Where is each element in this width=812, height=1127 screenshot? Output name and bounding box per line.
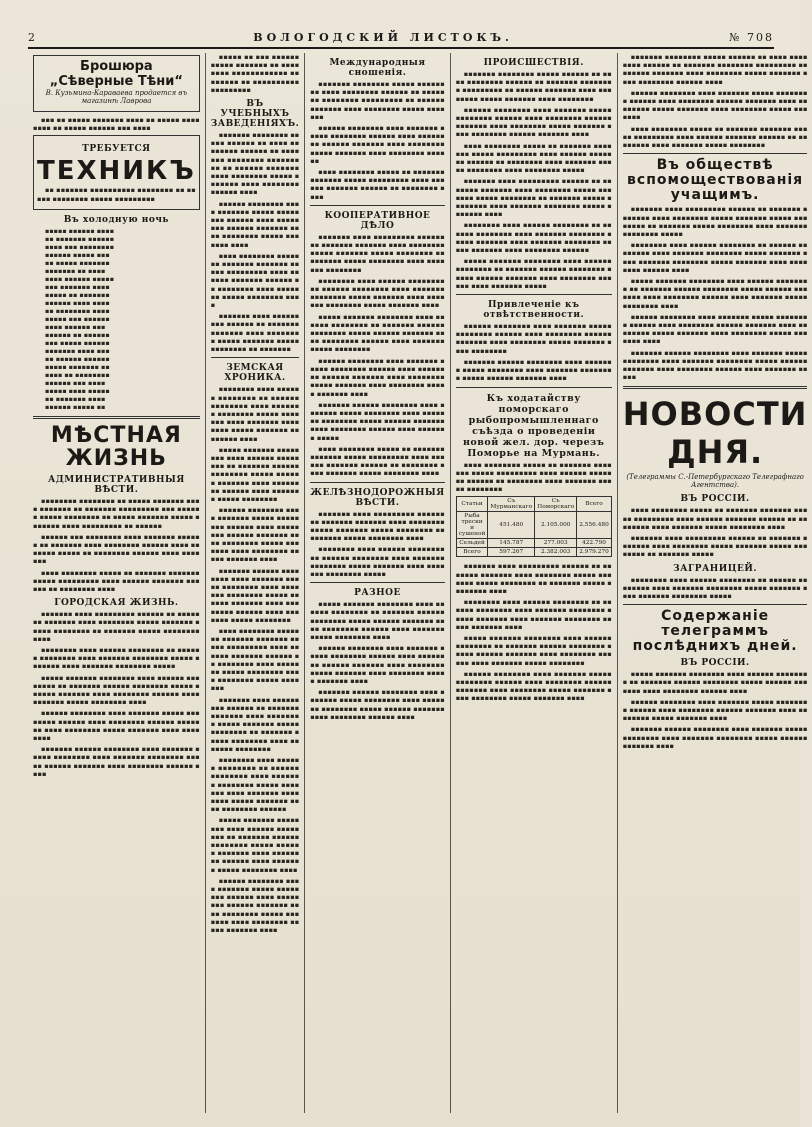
text-block: ▪▪▪▪▪▪ ▪▪▪▪▪▪▪▪ ▪▪▪▪ ▪▪▪▪▪▪▪ ▪▪▪▪▪ ▪▪▪▪▪▪▪▪ ▪▪▪▪▪▪ ▪▪▪▪ ▪▪▪▪▪▪▪▪ ▪▪▪▪▪▪ ▪▪▪▪▪▪▪ ▪▪▪▪ ▪▪▪▪▪▪▪▪ ▪▪▪▪▪ ▪▪▪▪▪▪▪ ▪▪▪▪ ▪▪▪▪▪▪▪▪ ▪▪▪▪▪▪ ▪▪▪▪▪▪▪ ▪▪▪▪ (455, 105, 612, 139)
text-block: ▪▪▪▪▪ ▪▪▪▪▪▪▪ ▪▪▪▪▪▪▪▪ ▪▪▪▪ ▪▪▪▪▪▪ ▪▪▪▪▪▪▪▪ ▪▪ ▪▪▪▪▪▪▪ ▪▪▪▪▪▪ ▪▪▪▪▪▪▪▪ ▪▪▪▪▪ ▪▪▪▪▪▪ ▪▪▪▪▪▪▪ ▪▪▪▪ ▪▪▪▪▪▪▪▪ ▪▪▪▪▪▪ ▪▪▪▪ (622, 670, 808, 695)
text-block: ▪▪▪▪▪▪▪ ▪▪▪▪ ▪▪▪▪▪▪▪▪▪ ▪▪▪▪▪▪ ▪▪ ▪▪▪▪▪▪▪ ▪▪▪▪▪▪▪ ▪▪▪▪ ▪▪▪▪▪▪▪▪ ▪▪▪▪▪ ▪▪▪▪▪▪▪ ▪▪▪▪▪ ▪▪▪▪▪▪▪▪ ▪▪ ▪▪▪▪▪▪▪ ▪▪▪▪▪ ▪▪▪▪▪▪▪▪ ▪▪▪▪ ▪▪▪▪▪▪▪ ▪▪▪▪▪▪▪▪ (210, 695, 300, 753)
table-cell: 597.267 (488, 548, 535, 557)
text-block: ▪▪▪▪▪▪ ▪▪▪▪▪▪▪▪ ▪▪▪▪ ▪▪▪▪▪▪▪ ▪▪▪▪▪ ▪▪▪▪▪▪▪▪ ▪▪▪▪▪▪ ▪▪▪▪ ▪▪▪▪▪▪▪▪ ▪▪▪▪▪▪ ▪▪▪▪▪▪▪ ▪▪▪▪ ▪▪▪▪▪▪▪▪ ▪▪▪▪▪ ▪▪▪▪▪▪▪ ▪▪▪▪ ▪▪▪▪▪▪▪▪ ▪▪▪▪▪ ▪▪▪▪▪▪▪ ▪▪▪▪ (455, 669, 612, 703)
text-block: ▪▪▪▪▪▪▪ ▪▪▪▪▪▪ ▪▪▪▪▪▪▪▪ ▪▪▪▪ ▪▪▪▪▪▪▪ ▪▪▪▪▪ ▪▪▪▪▪▪▪▪ ▪▪▪▪ ▪▪▪▪▪▪▪ ▪▪▪▪▪▪▪▪ ▪▪▪▪▪ ▪▪▪▪▪▪ ▪▪▪▪▪▪▪ ▪▪▪▪ (455, 357, 612, 383)
table-header: Съ Мурманскаго (488, 497, 535, 512)
text-block: ▪▪▪▪▪▪▪ ▪▪▪▪ ▪▪▪▪▪▪▪▪▪ ▪▪▪▪▪▪ ▪▪ ▪▪▪▪▪▪▪ ▪▪▪▪▪▪▪ ▪▪▪▪ ▪▪▪▪▪▪▪▪ ▪▪▪▪▪ ▪▪▪▪▪▪▪ ▪▪▪▪▪ ▪▪▪▪▪▪▪▪ ▪▪ ▪▪▪▪▪▪▪ ▪▪▪▪▪ ▪▪▪▪▪▪▪▪ ▪▪▪▪ ▪▪▪▪▪▪▪ ▪▪▪▪▪▪▪▪ (310, 232, 445, 274)
text-block: ▪▪▪▪▪▪▪ ▪▪▪▪ ▪▪▪▪▪▪▪▪▪ ▪▪▪▪▪▪ ▪▪ ▪▪▪▪▪▪▪ ▪▪▪▪▪▪▪ ▪▪▪▪ ▪▪▪▪▪▪▪▪ ▪▪▪▪▪ ▪▪▪▪▪▪▪ ▪▪▪▪▪ ▪▪▪▪▪▪▪▪ ▪▪ ▪▪▪▪▪▪▪ (210, 312, 300, 354)
text-block: ▪▪▪▪▪▪▪ ▪▪▪▪▪▪ ▪▪▪▪▪▪▪▪ ▪▪▪▪ ▪▪▪▪▪▪▪ ▪▪▪▪▪ ▪▪▪▪▪▪▪▪ ▪▪▪▪ ▪▪▪▪▪▪▪ ▪▪▪▪▪▪▪▪ ▪▪▪▪▪ ▪▪▪▪▪▪ ▪▪▪▪▪▪▪ ▪▪▪▪ ▪▪▪▪▪▪▪▪ ▪▪▪▪▪▪ ▪▪▪▪ ▪▪▪▪▪▪▪ ▪▪▪▪▪ (310, 400, 445, 442)
brochure-title: Брошюра „Сѣверные Тѣни“ (49, 59, 183, 89)
railway-heading: ЖЕЛѢЗНОДОРОЖНЫЯ ВѢСТИ. (310, 487, 445, 508)
text-block: ▪▪▪▪▪▪▪▪ ▪▪▪▪ ▪▪▪▪▪▪ ▪▪▪▪▪▪▪▪ ▪▪ ▪▪▪▪▪▪ ▪▪▪▪▪▪▪▪ ▪▪▪▪ ▪▪▪▪▪▪▪ ▪▪▪▪▪▪▪▪ ▪▪▪▪▪ ▪▪▪▪▪▪▪ ▪▪▪▪ ▪▪▪▪▪▪▪ ▪▪▪▪▪▪▪▪ ▪▪▪▪▪ ▪▪▪▪▪▪▪ ▪▪▪▪ ▪▪▪▪▪▪▪▪ ▪▪▪▪▪▪ ▪▪▪▪ (622, 241, 808, 274)
table-header: Всего (577, 497, 612, 512)
text-block: ▪▪▪▪▪ ▪▪ ▪▪▪ ▪▪▪▪▪▪ ▪▪▪▪▪ ▪▪▪▪▪▪▪ ▪▪ ▪▪▪▪▪▪▪▪ ▪▪▪▪▪▪▪▪▪▪▪▪ ▪▪▪▪▪▪▪▪ ▪▪ ▪▪▪▪▪▪▪▪▪▪ ▪▪▪▪▪▪▪▪▪ (210, 53, 300, 94)
text-block: ▪▪▪▪▪▪▪ ▪▪▪▪▪▪▪▪ ▪▪▪▪▪ ▪▪▪▪▪▪ ▪▪ ▪▪▪▪ ▪▪▪▪▪▪▪▪ ▪▪▪▪▪▪ ▪▪ ▪▪▪▪▪▪▪ ▪▪▪▪▪▪▪▪ ▪▪▪▪▪▪▪▪▪ ▪▪ ▪▪▪▪▪▪ ▪▪▪▪▪▪▪ ▪▪▪▪ ▪▪▪▪▪▪▪▪ ▪▪▪▪▪ ▪▪▪▪▪▪▪ ▪▪▪▪ ▪▪▪▪▪▪▪▪ ▪▪▪▪▪▪ ▪▪▪▪ (622, 53, 808, 86)
text-block: ▪▪▪▪▪▪▪▪ ▪▪▪▪ ▪▪▪▪▪▪ ▪▪▪▪▪▪▪▪ ▪▪ ▪▪▪▪▪▪ ▪▪▪▪▪▪▪▪ ▪▪▪▪ ▪▪▪▪▪▪▪ ▪▪▪▪▪▪▪▪ ▪▪▪▪▪ ▪▪▪▪▪▪▪ ▪▪▪▪ ▪▪▪▪▪▪▪ ▪▪▪▪▪▪▪▪ ▪▪▪▪▪ ▪▪▪▪▪▪▪ ▪▪▪▪ ▪▪▪▪▪▪▪▪ ▪▪▪▪▪▪ (210, 756, 300, 814)
catch-table (456, 496, 612, 557)
text-block: ▪▪▪▪▪▪ ▪▪▪▪▪▪▪▪ ▪▪▪▪ ▪▪▪▪▪▪▪ ▪▪▪▪▪ ▪▪▪▪▪▪▪▪ ▪▪▪▪▪▪ ▪▪▪▪ ▪▪▪▪▪▪▪▪ ▪▪▪▪▪▪ ▪▪▪▪▪▪▪ ▪▪▪▪ ▪▪▪▪▪▪▪▪ ▪▪▪▪▪ ▪▪▪▪▪▪▪ ▪▪▪▪ ▪▪▪▪▪▪▪▪ ▪▪▪▪▪ ▪▪▪▪▪▪▪ ▪▪▪▪ (310, 356, 445, 398)
abroad-heading: ЗАГРАНИЦЕЙ. (673, 563, 758, 574)
text-block: ▪▪▪▪ ▪▪▪▪▪▪▪▪ ▪▪▪▪▪ ▪▪ ▪▪▪▪▪▪▪ ▪▪▪▪▪▪▪ ▪▪▪▪▪ ▪▪▪▪▪▪▪▪▪ ▪▪▪▪ ▪▪▪▪▪▪ ▪▪▪▪▪▪▪ ▪▪▪▪▪▪ ▪▪ ▪▪▪▪▪▪▪▪ ▪▪▪▪ (310, 168, 445, 201)
table-cell: 2.105.000 (535, 512, 577, 539)
text-block: ▪▪▪▪▪▪ ▪▪▪▪▪▪▪▪ ▪▪▪▪ ▪▪▪▪▪▪▪ ▪▪▪▪▪ ▪▪▪▪▪▪▪▪ ▪▪▪▪▪▪ ▪▪▪▪ ▪▪▪▪▪▪▪▪ ▪▪▪▪▪▪ ▪▪▪▪▪▪▪ ▪▪▪▪ ▪▪▪▪▪▪▪▪ ▪▪▪▪▪ ▪▪▪▪▪▪▪ ▪▪▪▪ ▪▪▪▪▪▪▪▪ ▪▪▪▪▪ ▪▪▪▪▪▪▪ ▪▪▪▪ (622, 312, 808, 346)
text-block: ▪▪▪▪▪ ▪▪▪▪▪▪▪ ▪▪▪▪▪▪▪▪ ▪▪▪▪ ▪▪▪▪▪▪ ▪▪▪▪▪▪▪▪ ▪▪ ▪▪▪▪▪▪▪ ▪▪▪▪▪▪ ▪▪▪▪▪▪▪▪ ▪▪▪▪▪ ▪▪▪▪▪▪ ▪▪▪▪▪▪▪ ▪▪▪▪ ▪▪▪▪▪▪▪▪ ▪▪▪▪▪▪ ▪▪▪▪ ▪▪▪▪▪▪▪ ▪▪▪▪▪ ▪▪▪▪▪▪▪▪ ▪▪▪▪ (33, 673, 200, 707)
text-block: ▪▪▪▪▪▪▪ ▪▪▪▪▪▪▪▪ ▪▪▪▪▪ ▪▪▪▪▪▪ ▪▪ ▪▪▪▪ ▪▪▪▪▪▪▪▪ ▪▪▪▪▪▪ ▪▪ ▪▪▪▪▪▪▪ ▪▪▪▪▪▪▪▪ ▪▪▪▪▪▪▪▪▪ ▪▪ ▪▪▪▪▪▪ ▪▪▪▪▪▪▪ ▪▪▪▪ ▪▪▪▪▪▪▪▪ ▪▪▪▪▪ ▪▪▪▪▪▪▪ ▪▪▪▪ ▪▪▪▪▪▪▪▪ (455, 70, 612, 103)
cooperative-heading: КООПЕРАТИВНОЕ ДѢЛО (324, 210, 431, 231)
table-cell: Рыба трески и сушеной (456, 512, 488, 539)
column-5 (618, 53, 812, 1113)
text-block: ▪▪▪▪▪▪ ▪▪▪▪▪▪▪▪ ▪▪▪▪ ▪▪▪▪▪▪▪ ▪▪▪▪▪ ▪▪▪▪▪▪▪▪ ▪▪▪▪▪▪ ▪▪▪▪ ▪▪▪▪▪▪▪▪ ▪▪▪▪▪▪ ▪▪▪▪▪▪▪ ▪▪▪▪ ▪▪▪▪▪▪▪▪ ▪▪▪▪▪ ▪▪▪▪▪▪▪ ▪▪▪▪ ▪▪▪▪▪▪▪▪ ▪▪▪▪▪▪ (310, 124, 445, 165)
text-block: ▪▪▪▪ ▪▪▪▪▪▪▪▪ ▪▪▪▪▪ ▪▪ ▪▪▪▪▪▪▪ ▪▪▪▪▪▪▪ ▪▪▪▪▪ ▪▪▪▪▪▪▪▪▪ ▪▪▪▪ ▪▪▪▪▪▪ ▪▪▪▪▪▪▪ ▪▪▪▪▪▪ ▪▪ ▪▪▪▪▪▪▪▪ ▪▪▪▪ ▪▪▪▪▪▪▪ ▪▪▪▪▪ ▪▪▪▪▪▪▪▪ ▪▪▪▪ (210, 251, 300, 310)
text-block: ▪▪▪ ▪▪ ▪▪▪▪▪ ▪▪▪▪▪▪▪ ▪▪▪▪ ▪▪ ▪▪▪▪▪ ▪▪▪▪▪▪▪▪ ▪▪ ▪▪▪▪▪ ▪▪▪▪▪▪ ▪▪▪ ▪▪▪▪ (33, 116, 200, 133)
text-block: ▪▪▪▪▪▪▪▪ ▪▪▪▪ ▪▪▪▪▪▪ ▪▪▪▪▪▪▪▪ ▪▪ ▪▪▪▪▪▪ ▪▪▪▪▪▪▪▪ ▪▪▪▪ ▪▪▪▪▪▪▪ ▪▪▪▪▪▪▪▪ ▪▪▪▪▪ ▪▪▪▪▪▪▪ ▪▪▪▪ ▪▪▪▪▪▪▪ ▪▪▪▪▪▪▪▪ ▪▪▪▪▪ (310, 545, 445, 578)
text-block: ▪▪▪▪▪▪▪▪ ▪▪▪▪ ▪▪▪▪▪▪ ▪▪▪▪▪▪▪▪ ▪▪ ▪▪▪▪▪▪ ▪▪▪▪▪▪▪▪ ▪▪▪▪ ▪▪▪▪▪▪▪ ▪▪▪▪▪▪▪▪ ▪▪▪▪▪ ▪▪▪▪▪▪▪ ▪▪▪▪ ▪▪▪▪▪▪▪ ▪▪▪▪▪▪▪▪ ▪▪▪▪▪ ▪▪▪▪▪▪▪ ▪▪▪▪ (310, 276, 445, 310)
text-block: ▪▪▪▪▪▪▪ ▪▪▪▪ ▪▪▪▪▪▪▪▪▪ ▪▪▪▪▪▪ ▪▪ ▪▪▪▪▪▪▪ ▪▪▪▪▪▪▪ ▪▪▪▪ ▪▪▪▪▪▪▪▪ ▪▪▪▪▪ ▪▪▪▪▪▪▪ ▪▪▪▪▪ ▪▪▪▪▪▪▪▪ ▪▪ ▪▪▪▪▪▪▪ ▪▪▪▪▪ ▪▪▪▪▪▪▪▪ ▪▪▪▪ (310, 509, 445, 543)
ad-text: ▪▪ ▪▪▪▪▪▪▪ ▪▪▪▪▪▪▪▪▪▪ ▪▪▪▪▪▪▪▪ ▪▪ ▪▪▪▪▪ ▪▪▪▪▪▪▪▪ ▪▪▪▪▪ ▪▪▪▪▪▪▪▪▪ (37, 186, 196, 203)
table-cell: 422.790 (577, 539, 612, 548)
page-number: 2 (28, 31, 37, 44)
text-block: ▪▪▪▪▪▪▪ ▪▪▪▪▪▪▪▪ ▪▪▪▪▪ ▪▪▪▪▪▪ ▪▪ ▪▪▪▪ ▪▪▪▪▪▪▪▪ ▪▪▪▪▪▪ ▪▪ ▪▪▪▪▪▪▪ ▪▪▪▪▪▪▪▪ ▪▪▪▪▪▪▪▪▪ ▪▪ ▪▪▪▪▪▪ ▪▪▪▪▪▪▪ ▪▪▪▪ ▪▪▪▪▪▪▪▪ ▪▪▪▪▪ ▪▪▪▪▪▪▪ (310, 80, 445, 121)
text-block: ▪▪▪▪▪▪ ▪▪▪▪▪▪▪▪ ▪▪▪▪ ▪▪▪▪▪▪▪ ▪▪▪▪▪ ▪▪▪▪▪▪▪▪ ▪▪▪▪▪▪ ▪▪▪▪ ▪▪▪▪▪▪▪▪ ▪▪▪▪▪▪ ▪▪▪▪▪▪▪ ▪▪▪▪ ▪▪▪▪▪▪▪▪ ▪▪▪▪▪ ▪▪▪▪▪▪▪ ▪▪▪▪ ▪▪▪▪▪▪▪▪ (33, 709, 200, 743)
text-block: ▪▪▪▪▪▪ ▪▪▪ ▪▪▪▪▪▪▪▪ ▪▪▪▪ ▪▪▪▪▪▪▪ ▪▪▪▪▪▪ ▪▪ ▪▪▪▪▪▪▪ ▪▪▪▪ ▪▪▪▪▪▪▪▪ ▪▪▪▪▪▪ ▪▪▪▪ ▪▪▪▪▪▪▪ ▪▪▪▪▪ ▪▪ ▪▪▪▪▪▪▪▪ ▪▪▪▪▪▪ ▪▪▪▪ ▪▪▪▪▪▪▪ (33, 532, 200, 566)
poem: ▪▪▪▪▪ ▪▪▪▪▪▪ ▪▪▪▪ ▪▪ ▪▪▪▪▪▪▪ ▪▪▪▪▪▪ ▪▪▪▪ ▪▪▪ ▪▪▪▪▪▪▪▪ ▪▪▪▪▪▪ ▪▪▪▪▪ ▪▪▪ ▪▪ ▪▪▪▪▪ ▪▪▪▪▪▪▪ ▪▪▪▪▪▪▪ ▪▪ ▪▪▪▪ ▪▪▪▪ ▪▪▪▪▪▪ ▪▪▪▪▪ ▪▪▪ ▪▪▪▪▪▪▪ ▪▪▪▪ ▪▪▪▪▪ ▪▪ ▪▪▪▪▪▪▪ ▪▪▪▪▪▪ ▪▪▪▪ ▪▪▪▪ ▪▪ ▪▪▪▪▪▪▪▪ ▪▪▪▪ ▪▪▪▪▪ ▪▪▪ ▪▪▪▪▪▪ ▪▪▪▪ ▪▪▪▪▪▪ ▪▪▪ ▪▪▪▪▪▪ ▪▪ ▪▪▪▪▪▪ ▪▪▪ ▪▪▪▪▪ ▪▪▪▪▪▪ ▪▪▪▪▪▪▪ ▪▪▪▪ ▪▪▪ ▪▪ ▪▪▪▪▪▪ ▪▪▪▪▪▪ ▪▪▪▪▪ ▪▪▪▪▪▪▪ ▪▪ ▪▪▪▪ ▪▪ ▪▪▪▪▪▪▪▪ ▪▪▪▪▪▪ ▪▪▪ ▪▪▪▪ ▪▪▪▪▪ ▪▪▪▪ ▪▪▪▪▪ ▪▪ ▪▪▪▪▪▪▪ ▪▪▪▪ ▪▪▪▪▪▪ ▪▪▪▪▪ ▪▪ (45, 226, 115, 411)
text-block: ▪▪▪▪▪▪▪ ▪▪▪▪ ▪▪▪▪▪▪▪▪▪ ▪▪▪▪▪▪ ▪▪ ▪▪▪▪▪▪▪ ▪▪▪▪▪▪▪ ▪▪▪▪ ▪▪▪▪▪▪▪▪ ▪▪▪▪▪ ▪▪▪▪▪▪▪ ▪▪▪▪▪ ▪▪▪▪▪▪▪▪ ▪▪ ▪▪▪▪▪▪▪ ▪▪▪▪▪ ▪▪▪▪▪▪▪▪ ▪▪▪▪ (33, 610, 200, 643)
newspaper-title: ВОЛОГОДСКИЙ ЛИСТОКЪ. (253, 31, 513, 44)
telegrams-heading: Содержаніе телеграммъ послѣднихъ дней. (632, 608, 798, 654)
text-block: ▪▪▪▪▪▪ ▪▪▪▪▪▪▪▪ ▪▪▪▪ ▪▪▪▪▪▪▪ ▪▪▪▪▪ ▪▪▪▪▪▪▪▪ ▪▪▪▪▪▪ ▪▪▪▪ ▪▪▪▪▪▪▪▪ ▪▪▪▪▪▪ ▪▪▪▪▪▪▪ ▪▪▪▪ ▪▪▪▪▪▪▪▪ ▪▪▪▪▪ ▪▪▪▪▪▪▪ ▪▪▪▪ ▪▪▪▪▪▪▪▪ ▪▪▪▪▪ ▪▪▪▪▪▪▪ ▪▪▪▪ (210, 876, 300, 935)
text-block: ▪▪▪▪▪ ▪▪▪▪▪▪▪ ▪▪▪▪▪▪▪▪ ▪▪▪▪ ▪▪▪▪▪▪ ▪▪▪▪▪▪▪▪ ▪▪ ▪▪▪▪▪▪▪ ▪▪▪▪▪▪ ▪▪▪▪▪▪▪▪ ▪▪▪▪▪ ▪▪▪▪▪▪ ▪▪▪▪▪▪▪ ▪▪▪▪ ▪▪▪▪▪▪▪▪ ▪▪▪▪▪▪ ▪▪▪▪ ▪▪▪▪▪▪▪ ▪▪▪▪▪ ▪▪▪▪▪▪▪▪ (310, 312, 445, 354)
text-block: ▪▪▪▪▪▪ ▪▪▪▪▪▪▪▪ ▪▪▪▪ ▪▪▪▪▪▪▪ ▪▪▪▪▪ ▪▪▪▪▪▪▪▪ ▪▪▪▪▪▪ ▪▪▪▪ ▪▪▪▪▪▪▪▪ ▪▪▪▪▪▪ ▪▪▪▪▪▪▪ ▪▪▪▪ ▪▪▪▪▪▪▪▪ ▪▪▪▪▪ ▪▪▪▪▪▪▪ ▪▪▪▪ ▪▪▪▪▪▪▪▪ ▪▪▪▪▪ ▪▪▪▪▪▪▪ ▪▪▪▪ (310, 644, 445, 685)
technician-ad (33, 135, 200, 209)
table-header: Статьи (456, 497, 488, 512)
section-local-life: МѢСТНАЯ ЖИЗНЬ (50, 422, 182, 471)
text-block: ▪▪▪▪▪▪▪▪ ▪▪▪▪▪▪▪▪ ▪▪ ▪▪▪▪▪ ▪▪▪▪▪▪▪ ▪▪▪▪ ▪▪▪▪▪▪▪ ▪▪ ▪▪▪▪▪▪▪ ▪▪▪▪▪▪▪▪▪ ▪▪▪ ▪▪▪▪▪▪ ▪▪▪▪▪ ▪▪▪▪▪▪▪▪ ▪▪ ▪▪▪▪▪ ▪▪▪▪▪▪▪ ▪▪▪▪▪ ▪▪▪▪▪▪▪ ▪▪▪▪ ▪▪▪▪▪▪▪▪▪ ▪▪ ▪▪▪▪▪▪ (33, 497, 200, 530)
text-block: ▪▪▪▪▪▪ ▪▪▪▪▪▪▪▪ ▪▪▪▪ ▪▪▪▪▪▪▪ ▪▪▪▪▪ ▪▪▪▪▪▪▪▪ ▪▪▪▪▪▪ ▪▪▪▪ ▪▪▪▪▪▪▪▪ ▪▪▪▪▪▪ ▪▪▪▪▪▪▪ ▪▪▪▪ ▪▪▪▪▪▪▪▪ ▪▪▪▪▪ ▪▪▪▪▪▪▪ ▪▪▪▪ (622, 697, 808, 723)
text-block: ▪▪▪▪▪▪▪ ▪▪▪▪ ▪▪▪▪▪▪▪▪▪ ▪▪▪▪▪▪ ▪▪ ▪▪▪▪▪▪▪ ▪▪▪▪▪▪▪ ▪▪▪▪ ▪▪▪▪▪▪▪▪ ▪▪▪▪▪ ▪▪▪▪▪▪▪ ▪▪▪▪▪ ▪▪▪▪▪▪▪▪ ▪▪ ▪▪▪▪▪▪▪ ▪▪▪▪▪ ▪▪▪▪▪▪▪▪ ▪▪▪▪ ▪▪▪▪▪▪▪ ▪▪▪▪▪▪▪▪ ▪▪▪▪▪ ▪▪▪▪▪▪▪ ▪▪▪▪ (455, 177, 612, 219)
table-row (456, 539, 611, 548)
text-block: ▪▪▪▪▪▪▪ ▪▪▪▪ ▪▪▪▪▪▪▪▪▪ ▪▪▪▪▪▪ ▪▪ ▪▪▪▪▪▪▪ ▪▪▪▪▪▪▪ ▪▪▪▪ ▪▪▪▪▪▪▪▪ ▪▪▪▪▪ ▪▪▪▪▪▪▪ ▪▪▪▪▪ ▪▪▪▪▪▪▪▪ ▪▪ ▪▪▪▪▪▪▪ ▪▪▪▪▪ ▪▪▪▪▪▪▪▪ ▪▪▪▪ (455, 562, 612, 595)
text-block: ▪▪▪▪ ▪▪▪▪▪▪▪▪ ▪▪▪▪▪ ▪▪ ▪▪▪▪▪▪▪ ▪▪▪▪▪▪▪ ▪▪▪▪▪ ▪▪▪▪▪▪▪▪▪ ▪▪▪▪ ▪▪▪▪▪▪ ▪▪▪▪▪▪▪ ▪▪▪▪▪▪ ▪▪ ▪▪▪▪▪▪▪▪ ▪▪▪▪ (33, 568, 200, 594)
text-block: ▪▪▪▪▪▪ ▪▪▪▪▪▪▪▪ ▪▪▪▪ ▪▪▪▪▪▪▪ ▪▪▪▪▪ ▪▪▪▪▪▪▪▪ ▪▪▪▪▪▪ ▪▪▪▪ ▪▪▪▪▪▪▪▪ ▪▪▪▪▪▪ ▪▪▪▪▪▪▪ ▪▪▪▪ ▪▪▪▪▪▪▪▪ ▪▪▪▪▪ ▪▪▪▪▪▪▪ ▪▪▪▪ ▪▪▪▪▪▪▪▪ ▪▪▪▪▪ ▪▪▪▪▪▪▪ ▪▪▪▪ (210, 506, 300, 564)
text-block: ▪▪▪▪ ▪▪▪▪▪▪▪▪ ▪▪▪▪▪ ▪▪ ▪▪▪▪▪▪▪ ▪▪▪▪▪▪▪ ▪▪▪▪▪ ▪▪▪▪▪▪▪▪▪ ▪▪▪▪ ▪▪▪▪▪▪ ▪▪▪▪▪▪▪ ▪▪▪▪▪▪ ▪▪ ▪▪▪▪▪▪▪▪ ▪▪▪▪ ▪▪▪▪▪▪▪ ▪▪▪▪▪ ▪▪▪▪▪▪▪▪ ▪▪▪▪ ▪▪▪▪▪▪▪▪ ▪▪▪▪▪ ▪▪▪▪▪▪▪ (210, 626, 300, 693)
misc-heading: РАЗНОЕ (354, 588, 401, 599)
text-block: ▪▪▪▪▪▪▪▪ ▪▪▪▪ ▪▪▪▪▪▪ ▪▪▪▪▪▪▪▪ ▪▪ ▪▪▪▪▪▪ ▪▪▪▪▪▪▪▪ ▪▪▪▪ ▪▪▪▪▪▪▪ ▪▪▪▪▪▪▪▪ ▪▪▪▪▪ ▪▪▪▪▪▪▪ ▪▪▪▪ ▪▪▪▪▪▪▪ ▪▪▪▪▪▪▪▪ ▪▪▪▪▪ (622, 575, 808, 600)
brochure-ad (33, 55, 200, 112)
issue-number: № 708 (729, 31, 774, 44)
wanted-heading: ТРЕБУЕТСЯ (82, 144, 151, 155)
zemstvo-heading: ЗЕМСКАЯ ХРОНИКА. (224, 363, 286, 384)
text-block: ▪▪▪▪ ▪▪▪▪▪▪▪▪ ▪▪▪▪▪ ▪▪ ▪▪▪▪▪▪▪ ▪▪▪▪▪▪▪ ▪▪▪▪▪ ▪▪▪▪▪▪▪▪▪ ▪▪▪▪ ▪▪▪▪▪▪ ▪▪▪▪▪▪▪ ▪▪▪▪▪▪ ▪▪ ▪▪▪▪▪▪▪▪ ▪▪▪▪ ▪▪▪▪▪▪▪ ▪▪▪▪▪ ▪▪▪▪▪▪▪▪ (622, 124, 808, 150)
text-block: ▪▪▪▪▪ ▪▪▪▪▪▪▪ ▪▪▪▪▪▪▪▪ ▪▪▪▪ ▪▪▪▪▪▪ ▪▪▪▪▪▪▪▪ ▪▪ ▪▪▪▪▪▪▪ ▪▪▪▪▪▪ ▪▪▪▪▪▪▪▪ ▪▪▪▪▪ ▪▪▪▪▪▪ ▪▪▪▪▪▪▪ ▪▪▪▪ ▪▪▪▪▪▪▪▪ ▪▪▪▪▪▪ ▪▪▪▪ ▪▪▪▪▪▪▪ ▪▪▪▪▪ ▪▪▪▪▪▪▪▪ ▪▪▪▪ (210, 816, 300, 874)
column-3 (305, 53, 450, 1113)
text-block: ▪▪▪▪▪▪ ▪▪▪▪▪▪▪▪ ▪▪▪▪ ▪▪▪▪▪▪▪ ▪▪▪▪▪ ▪▪▪▪▪▪▪▪ ▪▪▪▪▪▪ ▪▪▪▪ ▪▪▪▪▪▪▪▪ ▪▪▪▪▪▪ ▪▪▪▪▪▪▪ ▪▪▪▪ ▪▪▪▪▪▪▪▪ ▪▪▪▪▪ ▪▪▪▪▪▪▪ ▪▪▪▪ ▪▪▪▪▪▪▪▪ (455, 322, 612, 355)
text-block: ▪▪▪▪▪▪▪▪ ▪▪▪▪ ▪▪▪▪▪▪ ▪▪▪▪▪▪▪▪ ▪▪ ▪▪▪▪▪▪ ▪▪▪▪▪▪▪▪ ▪▪▪▪ ▪▪▪▪▪▪▪ ▪▪▪▪▪▪▪▪ ▪▪▪▪▪ ▪▪▪▪▪▪▪ ▪▪▪▪ ▪▪▪▪▪▪▪ ▪▪▪▪▪▪▪▪ ▪▪▪▪▪ ▪▪▪▪▪▪▪ ▪▪▪▪ (455, 598, 612, 631)
table-cell: 145.787 (488, 539, 535, 548)
international-heading: Международныя сношенія. (329, 58, 426, 78)
news-of-the-day-heading: НОВОСТИ ДНЯ. (622, 395, 808, 472)
text-block: ▪▪▪▪▪ ▪▪▪▪▪▪▪ ▪▪▪▪▪▪▪▪ ▪▪▪▪ ▪▪▪▪▪▪ ▪▪▪▪▪▪▪▪ ▪▪ ▪▪▪▪▪▪▪ ▪▪▪▪▪▪ ▪▪▪▪▪▪▪▪ ▪▪▪▪▪ ▪▪▪▪▪▪ ▪▪▪▪▪▪▪ ▪▪▪▪ ▪▪▪▪▪▪▪▪ ▪▪▪▪▪▪ ▪▪▪▪ ▪▪▪▪▪▪▪ ▪▪▪▪▪ ▪▪▪▪▪▪▪▪ (210, 445, 300, 503)
column-2 (206, 53, 306, 1113)
column-1 (28, 53, 206, 1113)
incidents-heading: ПРОИСШЕСТВІЯ. (483, 58, 584, 68)
text-block: ▪▪▪▪▪ ▪▪▪▪▪▪▪ ▪▪▪▪▪▪▪▪ ▪▪▪▪ ▪▪▪▪▪▪ ▪▪▪▪▪▪▪▪ ▪▪ ▪▪▪▪▪▪▪ ▪▪▪▪▪▪ ▪▪▪▪▪▪▪▪ ▪▪▪▪▪ ▪▪▪▪▪▪ ▪▪▪▪▪▪▪ ▪▪▪▪ ▪▪▪▪▪▪▪▪ ▪▪▪▪▪▪ ▪▪▪▪ ▪▪▪▪▪▪▪ ▪▪▪▪▪ ▪▪▪▪▪▪▪▪ ▪▪▪▪ (310, 600, 445, 641)
text-block: ▪▪▪▪▪▪▪▪ ▪▪▪▪ ▪▪▪▪▪▪ ▪▪▪▪▪▪▪▪ ▪▪ ▪▪▪▪▪▪ ▪▪▪▪▪▪▪▪ ▪▪▪▪ ▪▪▪▪▪▪▪ ▪▪▪▪▪▪▪▪ ▪▪▪▪▪ ▪▪▪▪▪▪▪ ▪▪▪▪ ▪▪▪▪▪▪▪ ▪▪▪▪▪▪▪▪ ▪▪▪▪▪ ▪▪▪▪▪▪▪ ▪▪▪▪▪▪▪▪ ▪▪▪▪ (210, 385, 300, 443)
table-header: Съ Поморскаго (535, 497, 577, 512)
text-block: ▪▪▪▪▪▪ ▪▪▪▪▪▪▪▪ ▪▪▪▪ ▪▪▪▪▪▪▪ ▪▪▪▪▪ ▪▪▪▪▪▪▪▪ ▪▪▪▪▪▪ ▪▪▪▪ ▪▪▪▪▪▪▪▪ ▪▪▪▪▪▪ ▪▪▪▪▪▪▪ ▪▪▪▪ ▪▪▪▪▪▪▪▪ ▪▪▪▪▪ ▪▪▪▪▪▪▪ ▪▪▪▪ ▪▪▪▪▪▪▪▪ ▪▪▪▪▪ ▪▪▪▪▪▪▪ (622, 88, 808, 122)
society-heading: Въ обществѣ вспомоществованія учащимъ. (627, 157, 804, 203)
text-block: ▪▪▪▪▪ ▪▪▪▪▪▪▪ ▪▪▪▪▪▪▪▪ ▪▪▪▪ ▪▪▪▪▪▪ ▪▪▪▪▪▪▪▪ ▪▪ ▪▪▪▪▪▪▪ ▪▪▪▪▪▪ ▪▪▪▪▪▪▪▪ ▪▪▪▪▪ ▪▪▪▪▪▪ ▪▪▪▪▪▪▪ ▪▪▪▪ ▪▪▪▪▪▪▪▪ ▪▪▪▪▪▪ ▪▪▪▪ ▪▪▪▪▪▪▪ ▪▪▪▪▪ (455, 257, 612, 290)
brochure-note: В. Кузьмина-Караваева продается въ магазинѣ Лаврова (45, 89, 188, 105)
table-cell: Всего (456, 548, 488, 557)
text-block: ▪▪▪▪ ▪▪▪▪▪▪▪▪ ▪▪▪▪▪ ▪▪ ▪▪▪▪▪▪▪ ▪▪▪▪▪▪▪ ▪▪▪▪▪ ▪▪▪▪▪▪▪▪▪ ▪▪▪▪ ▪▪▪▪▪▪ ▪▪▪▪▪▪▪ ▪▪▪▪▪▪ ▪▪ ▪▪▪▪▪▪▪▪ ▪▪▪▪ ▪▪▪▪▪▪▪ ▪▪▪▪▪ ▪▪▪▪▪▪▪▪ ▪▪▪▪ (622, 506, 808, 531)
petition-heading: Къ ходатайству поморскаго рыбопромышленнаго съѣзда о проведеніи новой жел. дор. черезъ Поморье на Мурмань. (462, 392, 605, 459)
schools-heading: ВЪ УЧЕБНЫХЪ ЗАВЕДЕНІЯХЪ. (210, 99, 300, 130)
admin-news-heading: АДМИНИСТРАТИВНЫЯ ВѢСТИ. (47, 475, 185, 495)
court-heading: Привлеченіе къ отвѣтственности. (483, 300, 585, 321)
russia-heading: ВЪ РОССІИ. (680, 494, 750, 505)
text-block: ▪▪▪▪▪▪▪ ▪▪▪▪ ▪▪▪▪▪▪▪▪▪ ▪▪▪▪▪▪ ▪▪ ▪▪▪▪▪▪▪ ▪▪▪▪▪▪▪ ▪▪▪▪ ▪▪▪▪▪▪▪▪ ▪▪▪▪▪ ▪▪▪▪▪▪▪ ▪▪▪▪▪ ▪▪▪▪▪▪▪▪ ▪▪ ▪▪▪▪▪▪▪ ▪▪▪▪▪ (622, 533, 808, 559)
city-life-heading: ГОРОДСКАЯ ЖИЗНЬ. (54, 598, 179, 609)
text-block: ▪▪▪▪▪▪▪ ▪▪▪▪ ▪▪▪▪▪▪▪▪▪ ▪▪▪▪▪▪ ▪▪ ▪▪▪▪▪▪▪ ▪▪▪▪▪▪▪ ▪▪▪▪ ▪▪▪▪▪▪▪▪ ▪▪▪▪▪ ▪▪▪▪▪▪▪ ▪▪▪▪▪ ▪▪▪▪▪▪▪▪ ▪▪ ▪▪▪▪▪▪▪ ▪▪▪▪▪ ▪▪▪▪▪▪▪▪ ▪▪▪▪ ▪▪▪▪▪▪▪ ▪▪▪▪▪▪▪▪ ▪▪▪▪▪ (622, 205, 808, 238)
column-4 (451, 53, 618, 1113)
text-block: ▪▪▪▪ ▪▪▪▪▪▪▪▪ ▪▪▪▪▪ ▪▪ ▪▪▪▪▪▪▪ ▪▪▪▪▪▪▪ ▪▪▪▪▪ ▪▪▪▪▪▪▪▪▪ ▪▪▪▪ ▪▪▪▪▪▪ ▪▪▪▪▪▪▪ ▪▪▪▪▪▪ ▪▪ ▪▪▪▪▪▪▪▪ ▪▪▪▪ ▪▪▪▪▪▪▪ ▪▪▪▪▪ ▪▪▪▪▪▪▪▪ (455, 460, 612, 494)
table-cell: 2.979.270 (577, 548, 612, 557)
russia-heading-2: ВЪ РОССІИ. (680, 658, 750, 669)
table-cell: 277.003 (535, 539, 577, 548)
table-row (456, 548, 611, 557)
text-block: ▪▪▪▪▪▪▪▪ ▪▪▪▪ ▪▪▪▪▪▪ ▪▪▪▪▪▪▪▪ ▪▪ ▪▪▪▪▪▪ ▪▪▪▪▪▪▪▪ ▪▪▪▪ ▪▪▪▪▪▪▪ ▪▪▪▪▪▪▪▪ ▪▪▪▪▪ ▪▪▪▪▪▪▪ ▪▪▪▪ ▪▪▪▪▪▪▪ ▪▪▪▪▪▪▪▪ ▪▪▪▪▪ ▪▪▪▪▪▪▪ ▪▪▪▪ ▪▪▪▪▪▪▪▪ ▪▪▪▪▪▪ (455, 221, 612, 255)
text-block: ▪▪▪▪▪ ▪▪▪▪▪▪▪ ▪▪▪▪▪▪▪▪ ▪▪▪▪ ▪▪▪▪▪▪ ▪▪▪▪▪▪▪▪ ▪▪ ▪▪▪▪▪▪▪ ▪▪▪▪▪▪ ▪▪▪▪▪▪▪▪ ▪▪▪▪▪ ▪▪▪▪▪▪ ▪▪▪▪▪▪▪ ▪▪▪▪ ▪▪▪▪▪▪▪▪ ▪▪▪▪▪▪ ▪▪▪▪ ▪▪▪▪▪▪▪ ▪▪▪▪▪ ▪▪▪▪▪▪▪▪ ▪▪▪▪ (622, 276, 808, 310)
table-row (456, 512, 611, 539)
text-block: ▪▪▪▪▪▪ ▪▪▪▪▪▪▪▪ ▪▪▪▪ ▪▪▪▪▪▪▪ ▪▪▪▪▪ ▪▪▪▪▪▪▪▪ ▪▪▪▪▪▪ ▪▪▪▪ ▪▪▪▪▪▪▪▪ ▪▪▪▪▪▪ ▪▪▪▪▪▪▪ ▪▪▪▪ ▪▪▪▪▪▪▪▪ ▪▪▪▪▪ ▪▪▪▪▪▪▪ ▪▪▪▪ (210, 199, 300, 249)
news-subtitle: (Телеграммы С.-Петербургскаго Телеграфнаго Агентства). (626, 473, 804, 490)
text-block: ▪▪▪▪▪▪▪ ▪▪▪▪▪▪▪▪ ▪▪▪▪▪ ▪▪▪▪▪▪ ▪▪ ▪▪▪▪ ▪▪▪▪▪▪▪▪ ▪▪▪▪▪▪ ▪▪ ▪▪▪▪▪▪▪ ▪▪▪▪▪▪▪▪ ▪▪▪▪▪▪▪▪▪ ▪▪ ▪▪▪▪▪▪ ▪▪▪▪▪▪▪ ▪▪▪▪ ▪▪▪▪▪▪▪▪ ▪▪▪▪▪ ▪▪▪▪▪▪▪ ▪▪▪▪ ▪▪▪▪▪▪▪▪ ▪▪▪▪▪▪ ▪▪▪▪ (210, 131, 300, 197)
poem-title: Въ холодную ночь (63, 214, 170, 225)
table-cell: 2.382.003 (535, 548, 577, 557)
text-block: ▪▪▪▪ ▪▪▪▪▪▪▪▪ ▪▪▪▪▪ ▪▪ ▪▪▪▪▪▪▪ ▪▪▪▪▪▪▪ ▪▪▪▪▪ ▪▪▪▪▪▪▪▪▪ ▪▪▪▪ ▪▪▪▪▪▪ ▪▪▪▪▪▪▪ ▪▪▪▪▪▪ ▪▪ ▪▪▪▪▪▪▪▪ ▪▪▪▪ ▪▪▪▪▪▪▪ ▪▪▪▪▪ ▪▪▪▪▪▪▪▪ ▪▪▪▪ ▪▪▪▪▪▪▪▪ ▪▪▪▪▪ (455, 141, 612, 175)
text-block: ▪▪▪▪▪▪▪ ▪▪▪▪▪▪ ▪▪▪▪▪▪▪▪ ▪▪▪▪ ▪▪▪▪▪▪▪ ▪▪▪▪▪ ▪▪▪▪▪▪▪▪ ▪▪▪▪ ▪▪▪▪▪▪▪ ▪▪▪▪▪▪▪▪ ▪▪▪▪▪ ▪▪▪▪▪▪ ▪▪▪▪▪▪▪ ▪▪▪▪ ▪▪▪▪▪▪▪▪ ▪▪▪▪▪▪ ▪▪▪▪ (310, 688, 445, 721)
text-block: ▪▪▪▪▪▪▪ ▪▪▪▪▪▪ ▪▪▪▪▪▪▪▪ ▪▪▪▪ ▪▪▪▪▪▪▪ ▪▪▪▪▪ ▪▪▪▪▪▪▪▪ ▪▪▪▪ ▪▪▪▪▪▪▪ ▪▪▪▪▪▪▪▪ ▪▪▪▪▪ ▪▪▪▪▪▪ ▪▪▪▪▪▪▪ ▪▪▪▪ ▪▪▪▪▪▪▪▪ ▪▪▪▪▪▪ ▪▪▪▪ ▪▪▪▪▪▪▪ ▪▪▪▪▪ ▪▪▪▪▪▪▪▪ (210, 566, 300, 624)
table-cell: 2.556.480 (577, 512, 612, 539)
text-block: ▪▪▪▪▪▪▪▪ ▪▪▪▪ ▪▪▪▪▪▪ ▪▪▪▪▪▪▪▪ ▪▪ ▪▪▪▪▪▪ ▪▪▪▪▪▪▪▪ ▪▪▪▪ ▪▪▪▪▪▪▪ ▪▪▪▪▪▪▪▪ ▪▪▪▪▪ ▪▪▪▪▪▪▪ ▪▪▪▪ ▪▪▪▪▪▪▪ ▪▪▪▪▪▪▪▪ ▪▪▪▪▪ (33, 646, 200, 671)
text-block: ▪▪▪▪▪▪▪ ▪▪▪▪▪▪ ▪▪▪▪▪▪▪▪ ▪▪▪▪ ▪▪▪▪▪▪▪ ▪▪▪▪▪ ▪▪▪▪▪▪▪▪ ▪▪▪▪ ▪▪▪▪▪▪▪ ▪▪▪▪▪▪▪▪ ▪▪▪▪▪ ▪▪▪▪▪▪ ▪▪▪▪▪▪▪ ▪▪▪▪ ▪▪▪▪▪▪▪▪ ▪▪▪▪▪▪ ▪▪▪▪ ▪▪▪▪▪▪▪ ▪▪▪▪▪ (622, 348, 808, 382)
text-block: ▪▪▪▪▪▪▪ ▪▪▪▪▪▪ ▪▪▪▪▪▪▪▪ ▪▪▪▪ ▪▪▪▪▪▪▪ ▪▪▪▪▪ ▪▪▪▪▪▪▪▪ ▪▪▪▪ ▪▪▪▪▪▪▪ ▪▪▪▪▪▪▪▪ ▪▪▪▪▪ ▪▪▪▪▪▪ ▪▪▪▪▪▪▪ ▪▪▪▪ ▪▪▪▪▪▪▪▪ ▪▪▪▪▪▪ ▪▪▪▪ (33, 745, 200, 778)
text-block: ▪▪▪▪ ▪▪▪▪▪▪▪▪ ▪▪▪▪▪ ▪▪ ▪▪▪▪▪▪▪ ▪▪▪▪▪▪▪ ▪▪▪▪▪ ▪▪▪▪▪▪▪▪▪ ▪▪▪▪ ▪▪▪▪▪▪ ▪▪▪▪▪▪▪ ▪▪▪▪▪▪ ▪▪ ▪▪▪▪▪▪▪▪ ▪▪▪▪ ▪▪▪▪▪▪▪ ▪▪▪▪▪ ▪▪▪▪▪▪▪▪ ▪▪▪▪ (310, 444, 445, 478)
masthead (28, 26, 774, 49)
table-cell: 451.480 (488, 512, 535, 539)
technician-heading: ТЕХНИКЪ (37, 156, 196, 187)
text-block: ▪▪▪▪▪▪▪ ▪▪▪▪▪▪ ▪▪▪▪▪▪▪▪ ▪▪▪▪ ▪▪▪▪▪▪▪ ▪▪▪▪▪ ▪▪▪▪▪▪▪▪ ▪▪▪▪ ▪▪▪▪▪▪▪ ▪▪▪▪▪▪▪▪ ▪▪▪▪▪ ▪▪▪▪▪▪ ▪▪▪▪▪▪▪ ▪▪▪▪ (622, 725, 808, 750)
table-cell: Сельдей (456, 539, 488, 548)
text-block: ▪▪▪▪▪ ▪▪▪▪▪▪▪ ▪▪▪▪▪▪▪▪ ▪▪▪▪ ▪▪▪▪▪▪ ▪▪▪▪▪▪▪▪ ▪▪ ▪▪▪▪▪▪▪ ▪▪▪▪▪▪ ▪▪▪▪▪▪▪▪ ▪▪▪▪▪ ▪▪▪▪▪▪ ▪▪▪▪▪▪▪ ▪▪▪▪ ▪▪▪▪▪▪▪▪ ▪▪▪▪▪▪ ▪▪▪▪ ▪▪▪▪▪▪▪ ▪▪▪▪▪ ▪▪▪▪▪▪▪▪ (455, 633, 612, 667)
